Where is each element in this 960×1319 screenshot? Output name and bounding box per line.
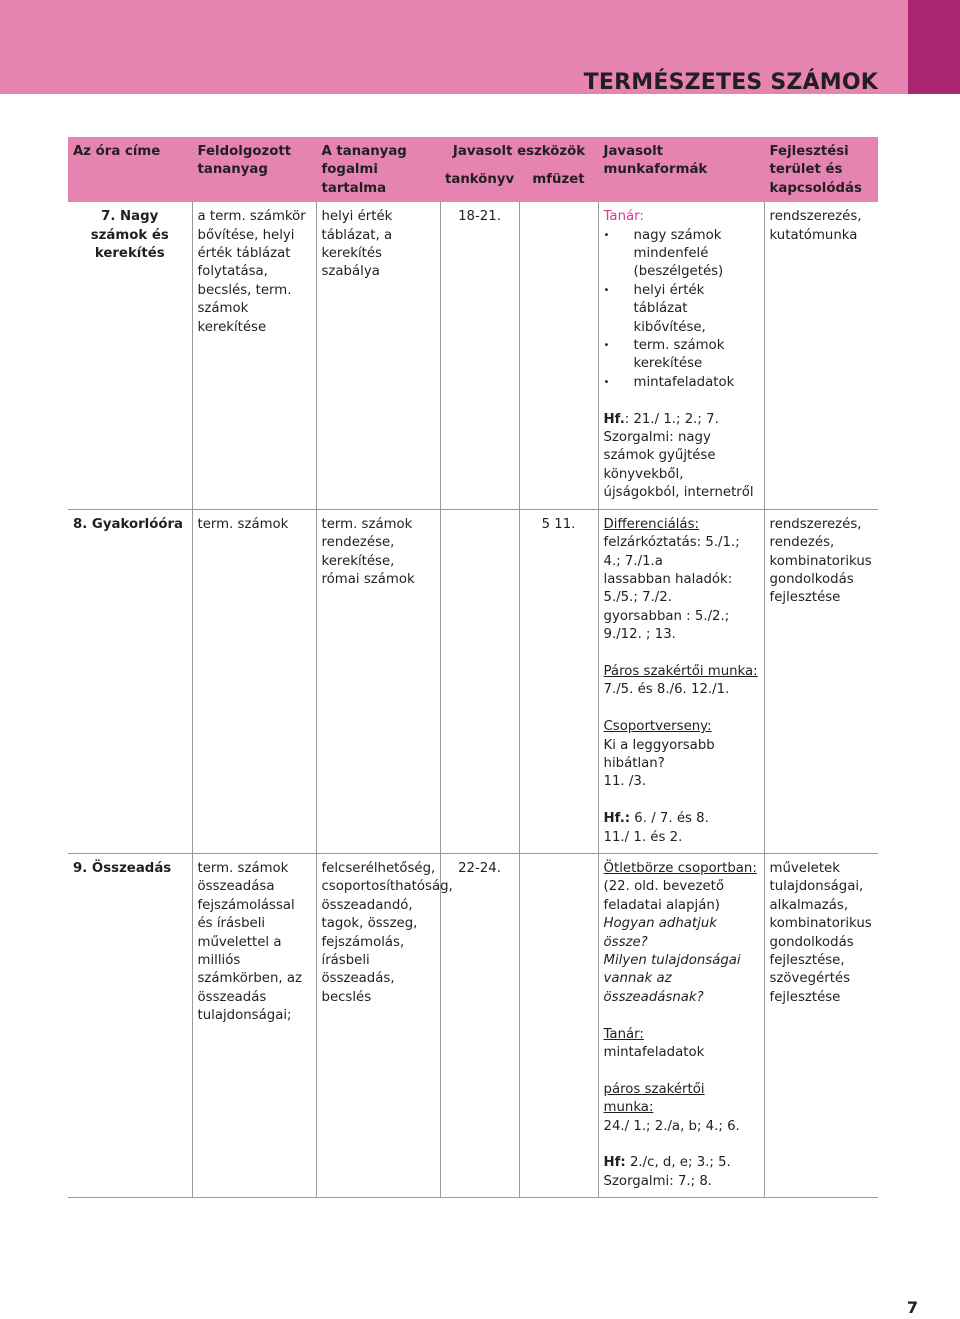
- lesson-book-pages: [440, 509, 519, 853]
- lesson-title: 8. Gyakorlóóra: [68, 509, 192, 853]
- homework-text-2: 11./ 1. és 2.: [603, 829, 683, 845]
- list-item: • term. számok kerekítése: [604, 337, 759, 374]
- lesson-concepts: felcserélhetőség, csoportosíthatóság, összeadandó, tagok, összeg, fejszámolás, írásbeli összeadás, becslés: [316, 853, 440, 1197]
- question: Hogyan adhatjuk össze?: [603, 916, 717, 950]
- header-tools-book: tankönyv: [440, 171, 519, 202]
- differentiation-line: felzárkóztatás: 5./1.; 4.; 7./1.a: [603, 535, 740, 569]
- table-header-row: [68, 137, 878, 171]
- list-item: • mintafeladatok: [604, 374, 759, 392]
- lesson-plan-table: [68, 137, 878, 1198]
- lesson-development: műveletek tulajdonságai, alkalmazás, kombinatorikus gondolkodás fejlesztése, szövegértés fejlesztése: [764, 853, 878, 1197]
- group-contest-ref: 11. /3.: [603, 774, 647, 790]
- lesson-processed: a term. számkör bővítése, helyi érték táblázat folytatása, becslés, term. számok kerekítése: [192, 202, 316, 509]
- pair-work-text: 7./5. és 8./6. 12./1.: [603, 682, 730, 698]
- lesson-processed: term. számok összeadása fejszámolással és írásbeli művelettel a milliós számkörben, az összeadás tulajdonságai;: [192, 853, 316, 1197]
- header-corner-accent: [908, 0, 960, 94]
- page-title: TERMÉSZETES SZÁMOK: [583, 70, 878, 95]
- header-processed: Feldolgozott tananyag: [192, 137, 316, 202]
- lesson-book-pages: 22-24.: [440, 853, 519, 1197]
- homework: [604, 1154, 759, 1172]
- homework: [604, 810, 759, 828]
- lesson-workbook-pages: 5 11.: [519, 509, 598, 853]
- brainstorm-label: Ötletbörze csoportban:: [603, 860, 757, 876]
- homework-label: Hf:: [603, 1155, 626, 1171]
- header-title: Az óra címe: [68, 137, 192, 202]
- table-row: [68, 509, 878, 853]
- teacher-label: Tanár:: [603, 1026, 644, 1042]
- table-row: [68, 853, 878, 1197]
- homework-text: 2./c, d, e; 3.; 5.: [625, 1155, 731, 1171]
- lesson-book-pages: 18-21.: [440, 202, 519, 509]
- homework: [604, 411, 759, 429]
- differentiation-line: gyorsabban : 5./2.; 9./12. ; 13.: [603, 608, 730, 643]
- lesson-methods: [598, 509, 764, 853]
- homework-label: Hf.: [603, 411, 625, 427]
- brainstorm-text: (22. old. bevezető feladatai alapján): [603, 879, 724, 913]
- extra-task: Szorgalmi: 7.; 8.: [603, 1173, 713, 1189]
- lesson-workbook-pages: [519, 202, 598, 509]
- header-tools-workbook: mfüzet: [519, 171, 598, 202]
- table-row: [68, 202, 878, 509]
- homework-text: : 21./ 1.; 2.; 7.: [624, 411, 719, 427]
- lesson-concepts: term. számok rendezése, kerekítése, római számok: [316, 509, 440, 853]
- page-number: 7: [906, 1298, 918, 1317]
- homework-text: 6. / 7. és 8.: [630, 811, 709, 827]
- lesson-methods: [598, 202, 764, 509]
- homework-label: Hf.:: [603, 811, 631, 827]
- lesson-concepts: helyi érték táblázat, a kerekítés szabálya: [316, 202, 440, 509]
- header-methods: Javasolt munkaformák: [598, 137, 764, 202]
- pair-work-label: páros szakértői munka:: [603, 1081, 705, 1116]
- list-item: • nagy számok mindenfelé (beszélgetés): [604, 227, 759, 282]
- header-concepts: A tananyag fogalmi tartalma: [316, 137, 440, 202]
- method-list: [604, 227, 759, 393]
- extra-task: Szorgalmi: nagy számok gyűjtése könyvekből, újságokból, internetről: [603, 430, 754, 501]
- lesson-processed: term. számok: [192, 509, 316, 853]
- teacher-label: Tanár:: [603, 209, 644, 225]
- differentiation-line: lassabban haladók: 5./5.; 7./2.: [603, 571, 733, 606]
- lesson-development: rendszerezés, kutatómunka: [764, 202, 878, 509]
- lesson-methods: [598, 853, 764, 1197]
- lesson-development: rendszerezés, rendezés, kombinatorikus gondolkodás fejlesztése: [764, 509, 878, 853]
- lesson-title: 9. Összeadás: [68, 853, 192, 1197]
- header-tools: Javasolt eszközök: [440, 137, 598, 171]
- group-contest-label: Csoportverseny:: [603, 719, 712, 735]
- lesson-workbook-pages: [519, 853, 598, 1197]
- pair-work-label: Páros szakértői munka:: [603, 663, 758, 679]
- question: Milyen tulajdonságai vannak az összeadásnak?: [603, 953, 741, 1005]
- list-item: • helyi érték táblázat kibővítése,: [604, 282, 759, 337]
- lesson-title: 7. Nagy számok és kerekítés: [68, 202, 192, 509]
- header-development: Fejlesztési terület és kapcsolódás: [764, 137, 878, 202]
- group-contest-text: Ki a leggyorsabb hibátlan?: [603, 737, 715, 771]
- teacher-text: mintafeladatok: [603, 1045, 705, 1061]
- pair-work-text: 24./ 1.; 2./a, b; 4.; 6.: [603, 1118, 740, 1134]
- differentiation-label: Differenciálás:: [603, 516, 699, 532]
